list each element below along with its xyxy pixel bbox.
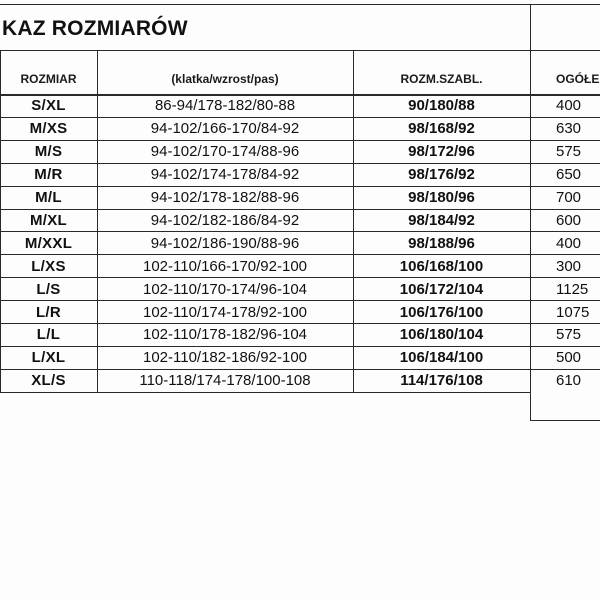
cell-measurements: 94-102/174-178/84-92 [150,166,300,184]
cell-template: 98/180/96 [408,189,475,207]
cell-size: M/XXL [24,234,73,252]
cell-template: 106/172/104 [399,280,484,298]
cell-size: M/XS [29,120,68,138]
cell-size: S/XL [31,97,66,115]
cell-measurements: 102-110/178-182/96-104 [142,326,308,344]
cell-measurements: 110-118/174-178/100-108 [139,372,311,390]
cell-total: 1125 [556,280,589,298]
cell-measurements: 102-110/170-174/96-104 [142,280,308,298]
row-separator [0,392,530,393]
cell-size: M/R [34,166,63,184]
cell-total: 1075 [556,303,590,321]
table-top-border [0,4,600,5]
title-bottom-border [0,50,600,51]
cell-template: 106/168/100 [399,257,484,275]
cell-measurements: 86-94/178-182/80-88 [154,97,296,115]
cell-measurements: 102-110/174-178/92-100 [142,303,308,321]
cell-template: 98/184/92 [408,211,475,229]
cell-size: L/R [35,303,62,321]
cell-template: 114/176/108 [400,372,483,390]
cell-total: 500 [556,349,582,367]
cell-template: 106/184/100 [399,349,484,367]
cell-size: L/XL [31,349,66,367]
cell-size: M/L [35,189,62,207]
cell-template: 98/168/92 [408,120,475,138]
cell-total: 650 [556,166,582,184]
cell-total: 630 [556,120,582,138]
cell-total: 700 [556,189,582,207]
cell-size: L/S [36,280,61,298]
cell-total: 400 [556,234,582,252]
cell-template: 90/180/88 [408,97,475,115]
cell-measurements: 94-102/170-174/88-96 [150,143,300,161]
header-size: ROZMIAR [20,72,77,86]
cell-measurements: 94-102/178-182/88-96 [150,189,300,207]
cell-measurements: 102-110/166-170/92-100 [142,257,308,275]
header-total: OGÓŁE [556,72,600,86]
header-template: ROZM.SZABL. [400,72,483,86]
cell-size: L/XS [31,257,66,275]
cell-total: 600 [556,211,582,229]
cell-measurements: 94-102/186-190/88-96 [150,234,300,252]
cell-size: M/S [34,143,63,161]
cell-size: XL/S [31,372,66,390]
cell-measurements: 94-102/182-186/84-92 [150,211,300,229]
cell-total: 300 [556,257,582,275]
document-title: KAZ ROZMIARÓW [2,17,188,40]
total-column-footer-line [530,420,600,421]
cell-template: 98/188/96 [408,234,475,252]
cell-total: 400 [556,97,582,115]
cell-total: 575 [556,143,582,161]
cell-template: 98/176/92 [408,166,475,184]
cell-total: 610 [556,372,582,390]
cell-template: 106/176/100 [399,303,484,321]
cell-measurements: 94-102/166-170/84-92 [150,120,300,138]
cell-size: L/L [36,326,61,344]
cell-template: 106/180/104 [399,326,484,344]
cell-measurements: 102-110/182-186/92-100 [142,349,308,367]
cell-total: 575 [556,326,582,344]
cell-size: M/XL [29,211,68,229]
cell-template: 98/172/96 [408,143,475,161]
header-measurements: (klatka/wzrost/pas) [171,72,279,86]
